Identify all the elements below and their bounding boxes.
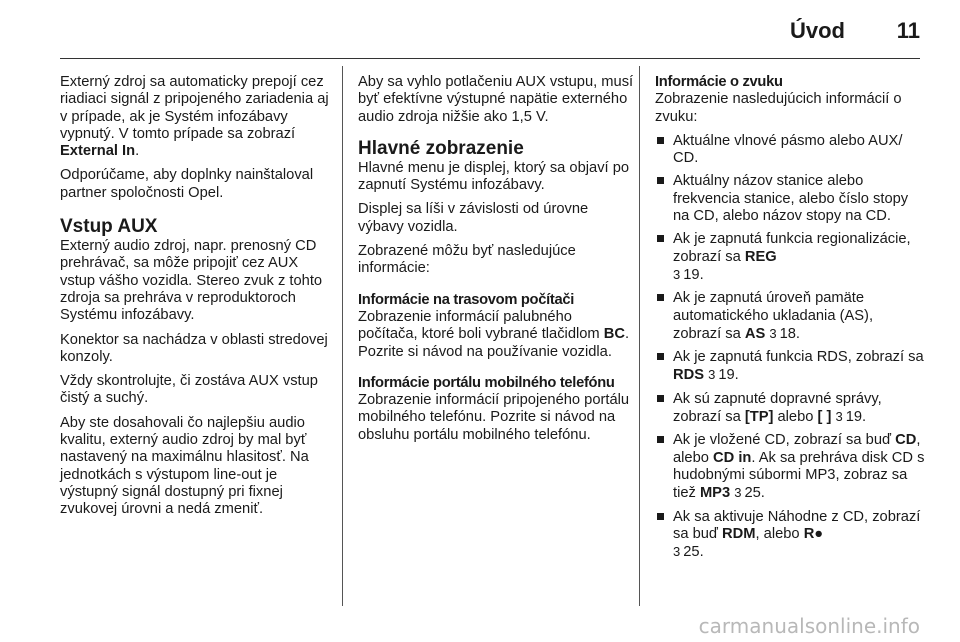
heading-trip-computer: Informácie na trasovom počítači [358, 291, 574, 308]
list-item: Ak je zapnutá úroveň pamäte automatického ukladania (AS), zobrazí sa AS 3 18. [655, 290, 925, 343]
list-item: Aktuálne vlnové pásmo alebo AUX/ CD. [655, 133, 925, 168]
watermark: carmanualsonline.info [698, 614, 920, 638]
paragraph: Externý audio zdroj, napr. prenosný CD prehrávač, sa môže pripojiť cez AUX vstup vášho vozidla. Stereo zvuk z tohto zdroja sa prehráva v reproduktoroch Systému infozábavy. [60, 238, 323, 324]
bullet-icon [657, 177, 664, 184]
bullet-icon [657, 235, 664, 242]
paragraph: Hlavné menu je displej, ktorý sa objaví po zapnutí Systému infozábavy. [358, 159, 630, 194]
heading-main-display: Hlavné zobrazenie [358, 137, 524, 159]
list-item: Ak je vložené CD, zobrazí sa buď CD, alebo CD in. Ak sa prehráva disk CD s hudobnými súbormi MP3, zobraz sa tiež MP3 3 25. [655, 432, 925, 502]
page-reference-arrow-icon: 3 [769, 325, 777, 341]
heading-sound-info: Informácie o zvuku [655, 74, 783, 90]
paragraph: Vždy skontrolujte, či zostáva AUX vstup čistý a suchý. [60, 373, 318, 407]
page-reference-arrow-icon: 3 [673, 266, 681, 282]
paragraph: Zobrazené môžu byť nasledujúce informácie: [358, 243, 576, 277]
sound-info-list [655, 133, 925, 562]
heading-phone-portal: Informácie portálu mobilného telefónu [358, 374, 615, 391]
paragraph: Aby ste dosahovali čo najlepšiu audio kvalitu, externý audio zdroj by mal byť nastavený na maximálnu hlasitosť. Na jednotkách s výstupom line-out je výstupný signál dostupný pri fixnej zvukovej úrovni a nedá zmeniť. [60, 414, 309, 518]
paragraph: Externý zdroj sa automaticky prepojí cez riadiaci signál z pripojeného zariadenia aj v prípade, ak je Systém infozábavy vypnutý. V tomto prípade sa zobrazí External In. [60, 74, 329, 160]
bullet-icon [657, 395, 664, 402]
bullet-icon [657, 353, 664, 360]
page-reference-arrow-icon: 3 [734, 485, 742, 501]
bullet-icon [657, 436, 664, 443]
column-2 [358, 74, 634, 451]
column-3 [655, 74, 925, 567]
list-item: Ak sú zapnuté dopravné správy, zobrazí sa [TP] alebo [ ] 3 19. [655, 391, 925, 427]
random-play-dot-icon: ● [814, 525, 824, 542]
page-number: 11 [896, 18, 920, 43]
list-item: Ak sa aktivuje Náhodne z CD, zobrazí sa buď RDM, alebo R● 3 25. [655, 509, 925, 562]
bullet-icon [657, 513, 664, 520]
page-reference-arrow-icon: 3 [835, 409, 843, 425]
header-rule [60, 58, 920, 59]
column-divider-1 [342, 66, 343, 606]
bullet-icon [657, 294, 664, 301]
list-item: Ak je zapnutá funkcia RDS, zobrazí sa RDS 3 19. [655, 349, 925, 385]
section-title: Úvod [790, 18, 845, 43]
paragraph: Aby sa vyhlo potlačeniu AUX vstupu, musí byť efektívne výstupné napätie externého audio zdroja nižšie ako 1,5 V. [358, 74, 634, 125]
page-reference-arrow-icon: 3 [673, 544, 681, 560]
paragraph: Zobrazenie informácií pripojeného portálu mobilného telefónu. Pozrite si návod na obsluhu portálu mobilného telefónu. [358, 392, 630, 443]
paragraph: Displej sa líši v závislosti od úrovne výbavy vozidla. [358, 201, 589, 235]
random-play-icon: R [803, 525, 815, 542]
column-divider-2 [639, 66, 640, 606]
paragraph: Zobrazenie nasledujúcich informácií o zvuku: [655, 91, 902, 125]
column-1 [60, 74, 336, 526]
list-item: Ak je zapnutá funkcia regionalizácie, zobrazí sa REG 3 19. [655, 231, 925, 284]
paragraph: Konektor sa nachádza v oblasti stredovej konzoly. [60, 331, 328, 365]
page-header [0, 0, 960, 60]
page-reference-arrow-icon: 3 [708, 367, 716, 383]
heading-aux: Vstup AUX [60, 216, 158, 238]
paragraph: Zobrazenie informácií palubného počítača, ktoré boli vybrané tlačidlom BC. Pozrite si návod na používanie vozidla. [358, 308, 630, 360]
bullet-icon [657, 137, 664, 144]
list-item: Aktuálny názov stanice alebo frekvencia stanice, alebo číslo stopy na CD, alebo názov stopy na CD. [655, 173, 925, 225]
paragraph: Odporúčame, aby doplnky nainštaloval partner spoločnosti Opel. [60, 167, 314, 201]
